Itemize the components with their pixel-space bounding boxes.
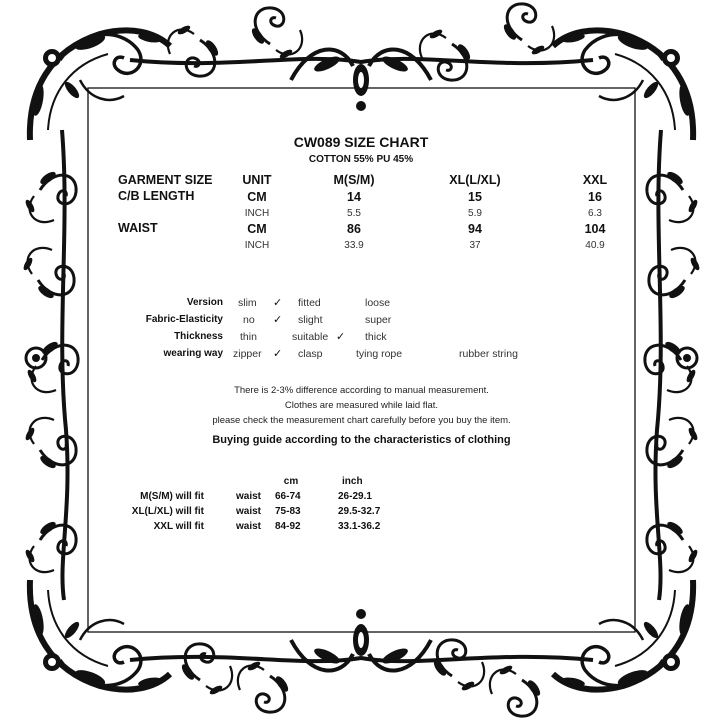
table-cell: 37 bbox=[469, 240, 481, 251]
note-line: please check the measurement chart carefully before you buy the item. bbox=[212, 415, 511, 426]
note-line: There is 2-3% difference according to manual measurement. bbox=[234, 385, 489, 396]
table-cell: 6.3 bbox=[588, 208, 602, 219]
guide-part: waist bbox=[236, 521, 262, 532]
option-thick: thick bbox=[365, 331, 387, 343]
attribute-label-fabric-elasticity: Fabric-Elasticity bbox=[145, 314, 223, 325]
table-cell: 104 bbox=[584, 222, 606, 236]
column-header-xxl: XXL bbox=[582, 173, 608, 187]
table-cell: 16 bbox=[588, 190, 602, 204]
row-label-cb-length: C/B LENGTH bbox=[118, 189, 195, 203]
check-icon: ✓ bbox=[273, 297, 283, 309]
option-no: no bbox=[243, 314, 255, 326]
table-cell: 40.9 bbox=[585, 240, 605, 251]
option-super: super bbox=[365, 314, 392, 326]
unit-cm: CM bbox=[247, 190, 267, 204]
table-cell: 14 bbox=[347, 190, 361, 204]
option-loose: loose bbox=[365, 297, 391, 309]
table-cell: 5.5 bbox=[347, 208, 361, 219]
option-slim: slim bbox=[238, 297, 257, 309]
table-cell: 33.9 bbox=[344, 240, 364, 251]
option-tying-rope: tying rope bbox=[356, 348, 403, 360]
guide-cm: 75-83 bbox=[275, 506, 301, 517]
check-icon: ✓ bbox=[336, 331, 346, 343]
option-clasp: clasp bbox=[298, 348, 323, 360]
option-slight: slight bbox=[298, 314, 323, 326]
check-icon: ✓ bbox=[273, 348, 283, 360]
guide-part: waist bbox=[236, 506, 262, 517]
page-title: CW089 SIZE CHART bbox=[293, 134, 429, 150]
material-composition: COTTON 55% PU 45% bbox=[308, 154, 414, 165]
attribute-label-thickness: Thickness bbox=[174, 331, 223, 342]
unit-inch: INCH bbox=[244, 208, 270, 219]
guide-inch: 33.1-36.2 bbox=[338, 521, 381, 532]
guide-inch: 26-29.1 bbox=[338, 491, 372, 502]
buying-guide-title: Buying guide according to the characteristics of clothing bbox=[212, 434, 511, 446]
table-cell: 94 bbox=[468, 222, 482, 236]
guide-cm: 66-74 bbox=[275, 491, 301, 502]
option-fitted: fitted bbox=[298, 297, 321, 309]
guide-part: waist bbox=[236, 491, 262, 502]
guide-size: XL(L/XL) will fit bbox=[131, 506, 204, 517]
guide-header-cm: cm bbox=[283, 476, 299, 487]
table-cell: 5.9 bbox=[468, 208, 482, 219]
option-thin: thin bbox=[240, 331, 257, 343]
guide-cm: 84-92 bbox=[275, 521, 301, 532]
option-rubber-string: rubber string bbox=[459, 348, 518, 360]
column-header-m: M(S/M) bbox=[333, 173, 375, 187]
attribute-label-version: Version bbox=[186, 297, 223, 308]
check-icon: ✓ bbox=[273, 314, 283, 326]
guide-size: M(S/M) will fit bbox=[140, 491, 204, 502]
option-suitable: suitable bbox=[292, 331, 329, 343]
unit-inch: INCH bbox=[244, 240, 270, 251]
attribute-label-wearing-way: wearing way bbox=[163, 348, 223, 359]
table-cell: 15 bbox=[468, 190, 482, 204]
guide-header-inch: inch bbox=[342, 476, 363, 487]
row-label-waist: WAIST bbox=[118, 221, 158, 235]
column-header-xl: XL(L/XL) bbox=[449, 173, 501, 187]
note-line: Clothes are measured while laid flat. bbox=[284, 400, 439, 411]
unit-cm: CM bbox=[247, 222, 267, 236]
column-header-garment-size: GARMENT SIZE bbox=[118, 173, 213, 187]
guide-size: XXL will fit bbox=[153, 521, 204, 532]
option-zipper: zipper bbox=[233, 348, 262, 360]
guide-inch: 29.5-32.7 bbox=[338, 506, 381, 517]
table-cell: 86 bbox=[347, 222, 361, 236]
column-header-unit: UNIT bbox=[242, 173, 272, 187]
